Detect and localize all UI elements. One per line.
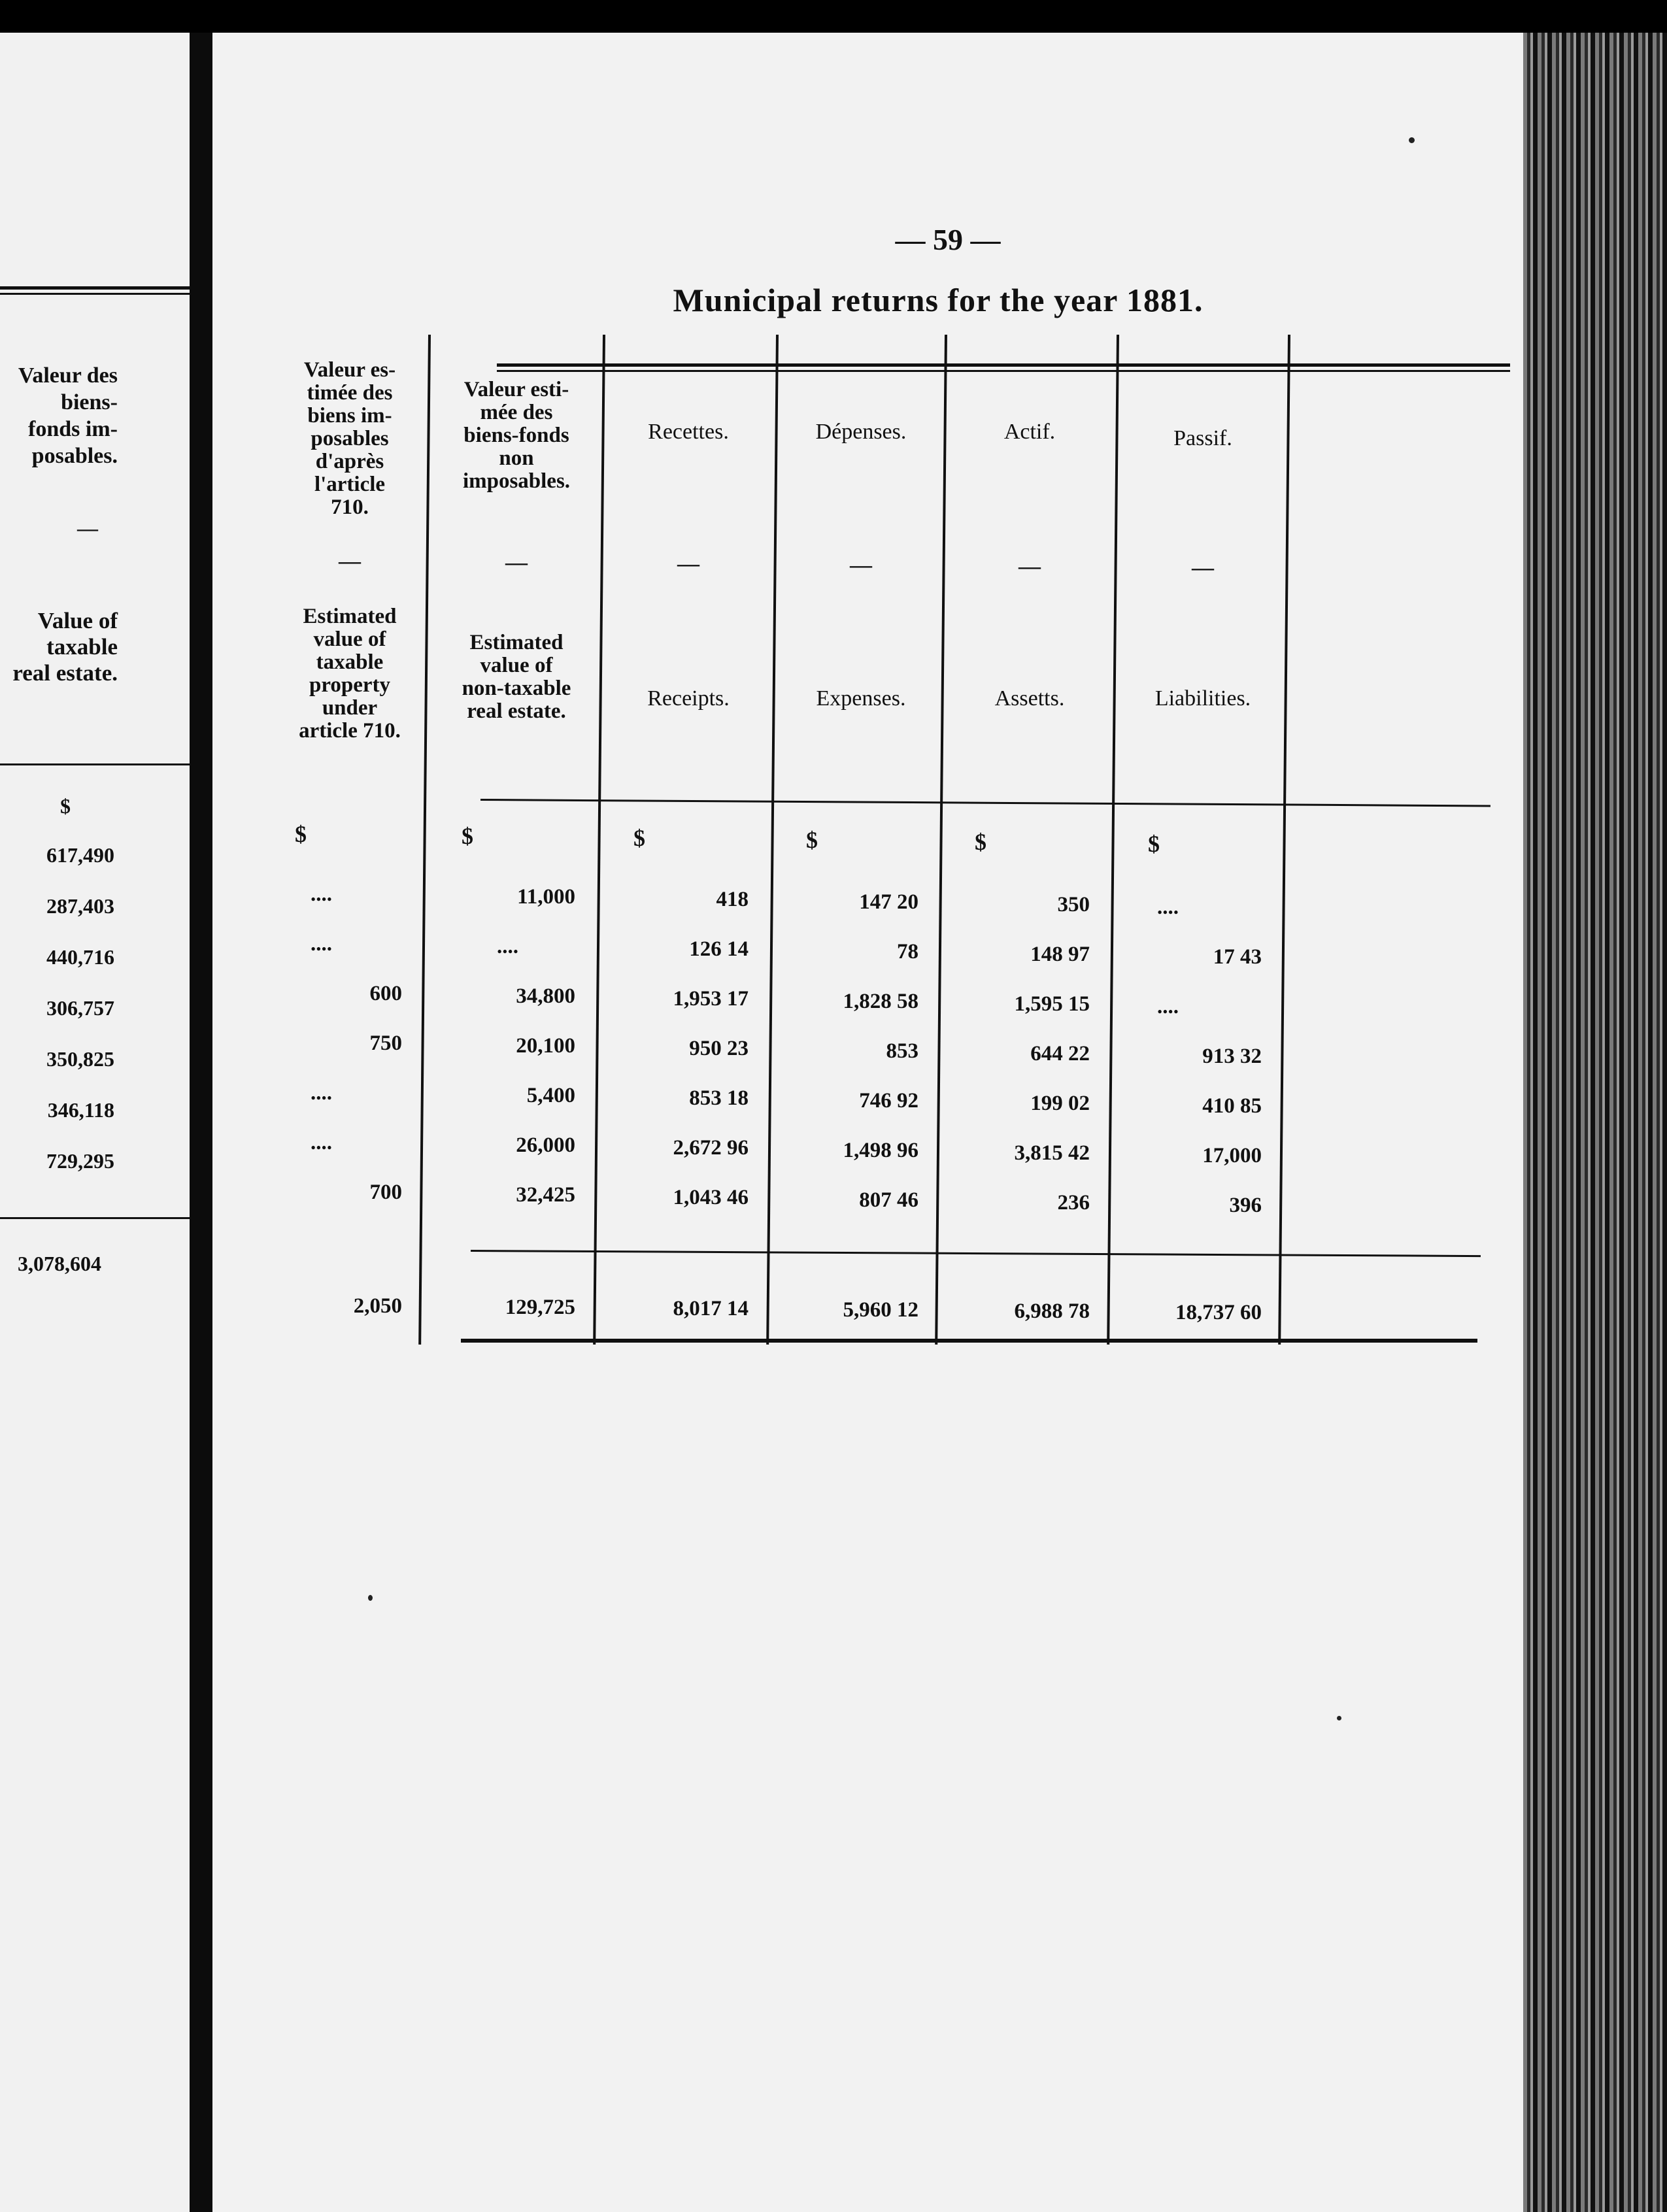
column-header-en: value of (480, 654, 553, 677)
table-cell: 26,000 (516, 1133, 575, 1157)
column-divider (1278, 335, 1290, 1345)
currency-symbol: $ (1148, 831, 1160, 857)
column-header-fr: imposables. (462, 469, 571, 493)
currency-symbol: $ (295, 821, 307, 847)
table-cell: 700 (369, 1181, 402, 1204)
table-cell: 126 14 (689, 937, 749, 961)
total-cell: 6,988 78 (1014, 1299, 1090, 1323)
column-header-en: under (322, 696, 378, 720)
column-header-en: Estimated (469, 631, 564, 654)
table-cell: .... (311, 882, 332, 906)
document-page (212, 33, 1523, 2212)
table-cell: .... (1157, 896, 1179, 919)
table-cell: 1,595 15 (1014, 992, 1090, 1016)
table-cell: 17,000 (1202, 1144, 1262, 1167)
table-cell: 950 23 (689, 1037, 749, 1060)
column-header-dash: — (339, 549, 361, 573)
table-cell: 410 85 (1202, 1094, 1262, 1118)
left-header-en-line: real estate. (12, 660, 118, 686)
left-dollar: $ (60, 794, 71, 818)
table-cell: 147 20 (859, 890, 918, 914)
book-gutter (190, 33, 212, 2212)
total-cell: 129,725 (505, 1296, 575, 1319)
left-value: 306,757 (46, 996, 114, 1020)
left-header-en-line: Value of (37, 608, 118, 633)
column-header-fr: mée des (480, 401, 553, 424)
table-cell: 34,800 (516, 984, 575, 1008)
left-header-rule (0, 763, 190, 765)
currency-symbol: $ (975, 829, 986, 855)
column-header-en: Assetts. (994, 686, 1065, 711)
column-header-fr: Dépenses. (815, 420, 907, 444)
currency-symbol: $ (806, 827, 818, 853)
left-value: 440,716 (46, 945, 114, 969)
left-header-fr-line: Valeur des (18, 363, 118, 388)
total-cell: 2,050 (353, 1294, 402, 1318)
table-cell: 1,043 46 (673, 1186, 749, 1209)
column-header-dash: — (677, 552, 699, 576)
table-cell: .... (311, 1081, 332, 1105)
table-cell: 199 02 (1030, 1092, 1090, 1115)
left-header-fr-line: biens- (61, 390, 118, 414)
page-edge-stack (1523, 33, 1667, 2212)
column-header-en: property (309, 673, 391, 697)
column-header-en: Estimated (303, 605, 397, 628)
table-cell: 5,400 (526, 1084, 575, 1107)
table-cell: 1,498 96 (843, 1139, 918, 1162)
column-header-fr: l'article (314, 473, 386, 496)
column-header-en: real estate. (467, 699, 566, 723)
table-cell: 148 97 (1030, 943, 1090, 966)
column-header-en: taxable (316, 650, 384, 674)
column-header-en: article 710. (299, 719, 401, 743)
column-header-fr: non (499, 446, 534, 470)
totals-rule (471, 1250, 1481, 1257)
column-header-en: Expenses. (816, 686, 906, 711)
column-header-fr: d'après (315, 450, 384, 473)
table-cell: 350 (1057, 893, 1090, 916)
table-cell: .... (1157, 995, 1179, 1018)
column-header-dash: — (1019, 554, 1041, 578)
table-cell: 600 (369, 982, 402, 1005)
column-header-fr: posables (311, 427, 389, 450)
column-header-fr: Valeur es- (303, 358, 396, 382)
ink-speck (1337, 1716, 1341, 1720)
table-cell: 11,000 (517, 885, 575, 909)
left-top-rule (0, 286, 190, 290)
column-header-en: Liabilities. (1154, 686, 1251, 711)
column-header-dash: — (1192, 556, 1214, 580)
left-value: 350,825 (46, 1047, 114, 1071)
column-header-dash: — (850, 553, 872, 577)
table-top-rule (497, 363, 1510, 367)
table-cell: 20,100 (516, 1034, 575, 1058)
left-value: 729,295 (46, 1149, 114, 1173)
left-header-fr-line: posables. (31, 444, 118, 468)
column-header-fr: Valeur esti- (463, 378, 569, 401)
table-cell: 3,815 42 (1014, 1141, 1090, 1165)
left-dash: — (77, 516, 98, 540)
column-header-dash: — (505, 550, 528, 575)
table-cell: .... (311, 1131, 332, 1154)
column-header-fr: Passif. (1173, 426, 1232, 450)
table-cell: 1,828 58 (843, 990, 918, 1013)
column-header-fr: 710. (331, 495, 369, 519)
column-header-fr: biens im- (307, 404, 392, 427)
table-cell: 78 (897, 940, 918, 964)
table-cell: 807 46 (859, 1188, 918, 1212)
currency-symbol: $ (462, 823, 473, 849)
left-top-rule-thin (0, 293, 190, 295)
table-cell: .... (497, 935, 518, 958)
table-cell: 2,672 96 (673, 1136, 749, 1160)
page-title: Municipal returns for the year 1881. (673, 282, 1204, 318)
table-top-rule (497, 370, 1510, 372)
column-header-en: value of (313, 628, 386, 651)
left-header-en-line: taxable (46, 634, 118, 660)
table-cell: 644 22 (1030, 1042, 1090, 1065)
left-value: 346,118 (47, 1098, 114, 1122)
column-header-fr: biens-fonds (463, 424, 569, 447)
column-header-en: non-taxable (462, 677, 571, 700)
total-cell: 8,017 14 (673, 1297, 749, 1320)
left-value: 617,490 (46, 843, 114, 867)
page-number: — 59 — (895, 223, 1001, 256)
total-cell: 18,737 60 (1175, 1301, 1262, 1324)
column-header-fr: Recettes. (648, 420, 729, 444)
bottom-rule (461, 1339, 1477, 1343)
table-cell: 853 (886, 1039, 918, 1063)
table-cell: 396 (1229, 1194, 1262, 1217)
table-cell: 17 43 (1213, 945, 1262, 969)
header-rule (480, 799, 1490, 807)
table-cell: 746 92 (859, 1089, 918, 1113)
left-total: 3,078,604 (18, 1252, 101, 1275)
table-cell: .... (311, 932, 332, 956)
table-cell: 1,953 17 (673, 987, 749, 1011)
table-cell: 853 18 (689, 1086, 749, 1110)
left-facing-page (0, 33, 190, 2212)
currency-symbol: $ (633, 825, 645, 851)
table-cell: 750 (369, 1031, 402, 1055)
table-cell: 913 32 (1202, 1045, 1262, 1068)
column-header-fr: Actif. (1003, 420, 1056, 444)
column-header-fr: timée des (307, 381, 393, 405)
left-value: 287,403 (46, 894, 114, 918)
table-cell: 236 (1057, 1191, 1090, 1215)
left-header-fr-line: fonds im- (28, 417, 118, 441)
table-cell: 32,425 (516, 1183, 575, 1207)
total-cell: 5,960 12 (843, 1298, 918, 1322)
ink-speck (1409, 137, 1415, 143)
left-total-rule (0, 1217, 190, 1219)
column-header-en: Receipts. (647, 686, 730, 711)
table-cell: 418 (716, 888, 749, 911)
ink-speck (368, 1595, 373, 1601)
